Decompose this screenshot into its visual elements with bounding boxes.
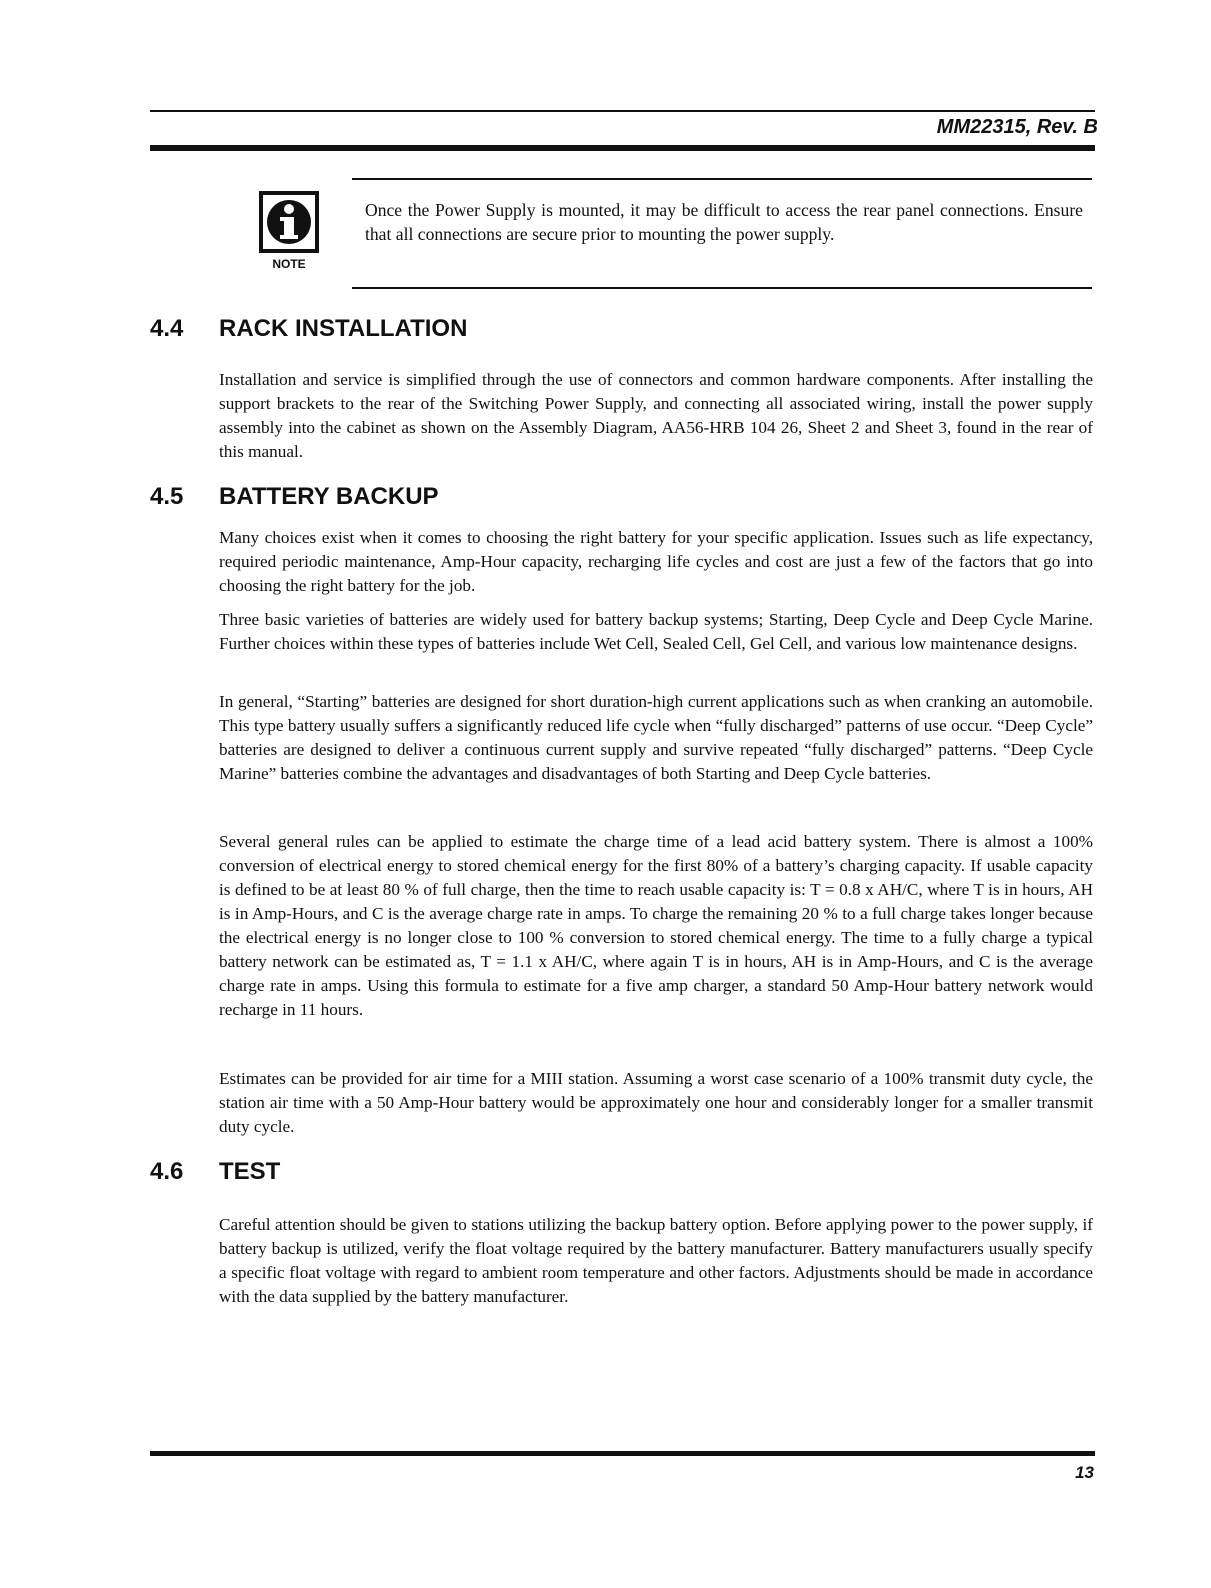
section-title: RACK INSTALLATION (219, 315, 468, 342)
paragraph: In general, “Starting” batteries are designed for short duration-high current applications such as when cranking an automobile. This type battery usually suffers a significantly reduced life cycle when “fully discharged” patterns of use occur. “Deep Cycle” batteries are designed to deliver a continuous current supply and survive repeated “fully discharged” patterns. “Deep Cycle Marine” batteries combine the advantages and disadvantages of both Starting and Deep Cycle batteries. (219, 692, 1093, 783)
paragraph: Estimates can be provided for air time for a MIII station. Assuming a worst case scenario of a 100% transmit duty cycle, the station air time with a 50 Amp-Hour battery would be approximately one hour and considerably longer for a smaller transmit duty cycle. (219, 1069, 1093, 1136)
section-number: 4.5 (150, 483, 184, 510)
paragraph: Installation and service is simplified through the use of connectors and common hardware components. After installing the support brackets to the rear of the Switching Power Supply, and connecting all associated wiring, install the power supply assembly into the cabinet as shown on the Assembly Diagram, AA56-HRB 104 26, Sheet 2 and Sheet 3, found in the rear of this manual. (219, 370, 1093, 461)
document-id: MM22315, Rev. B (936, 116, 1098, 138)
paragraph: Careful attention should be given to stations utilizing the backup battery option. Before applying power to the power supply, if battery backup is utilized, verify the float voltage required by the battery manufacturer. Battery manufacturers usually specify a specific float voltage with regard to ambient room temperature and other factors. Adjustments should be made in accordance with the data supplied by the battery manufacturer. (219, 1215, 1093, 1306)
section-number: 4.6 (150, 1158, 184, 1185)
paragraph: Three basic varieties of batteries are widely used for battery backup systems; Starting, Deep Cycle and Deep Cycle Marine. Further choices within these types of batteries include Wet Cell, Sealed Cell, Gel Cell, and various low maintenance designs. (219, 610, 1093, 653)
header-rule-thick (150, 145, 1095, 151)
note-rule-top (352, 178, 1092, 180)
paragraph: Many choices exist when it comes to choosing the right battery for your specific application. Issues such as life expectancy, required periodic maintenance, Amp-Hour capacity, recharging life cycles and cost are just a few of the factors that go into choosing the right battery for the job. (219, 528, 1093, 595)
note-text: Once the Power Supply is mounted, it may be difficult to access the rear panel connections. Ensure that all connections are secure prior to mounting the power supply. (365, 200, 1083, 244)
footer-rule (150, 1451, 1095, 1456)
page-number: 13 (1075, 1463, 1094, 1482)
note-icon-label: NOTE (272, 257, 306, 271)
section-title: BATTERY BACKUP (219, 483, 439, 510)
section-number: 4.4 (150, 315, 184, 342)
info-note-icon (258, 190, 320, 274)
paragraph: Several general rules can be applied to estimate the charge time of a lead acid battery system. There is almost a 100% conversion of electrical energy to stored chemical energy for the first 80% of a battery’s charging capacity. If usable capacity is defined to be at least 80 % of full charge, then the time to reach usable capacity is: T = 0.8 x AH/C, where T is in hours, AH is in Amp-Hours, and C is the average charge rate in amps. To charge the remaining 20 % to a full charge takes longer because the electrical energy is no longer close to 100 % conversion to stored chemical energy. The time to a fully charge a typical battery network can be estimated as, T = 1.1 x AH/C, where again T is in hours, AH is in Amp-Hours, and C is the average charge rate in amps. Using this formula to estimate for a five amp charger, a standard 50 Amp-Hour battery network would recharge in 11 hours. (219, 832, 1093, 1019)
header-rule-thin (150, 110, 1095, 112)
note-rule-bottom (352, 287, 1092, 289)
section-title: TEST (219, 1158, 281, 1185)
